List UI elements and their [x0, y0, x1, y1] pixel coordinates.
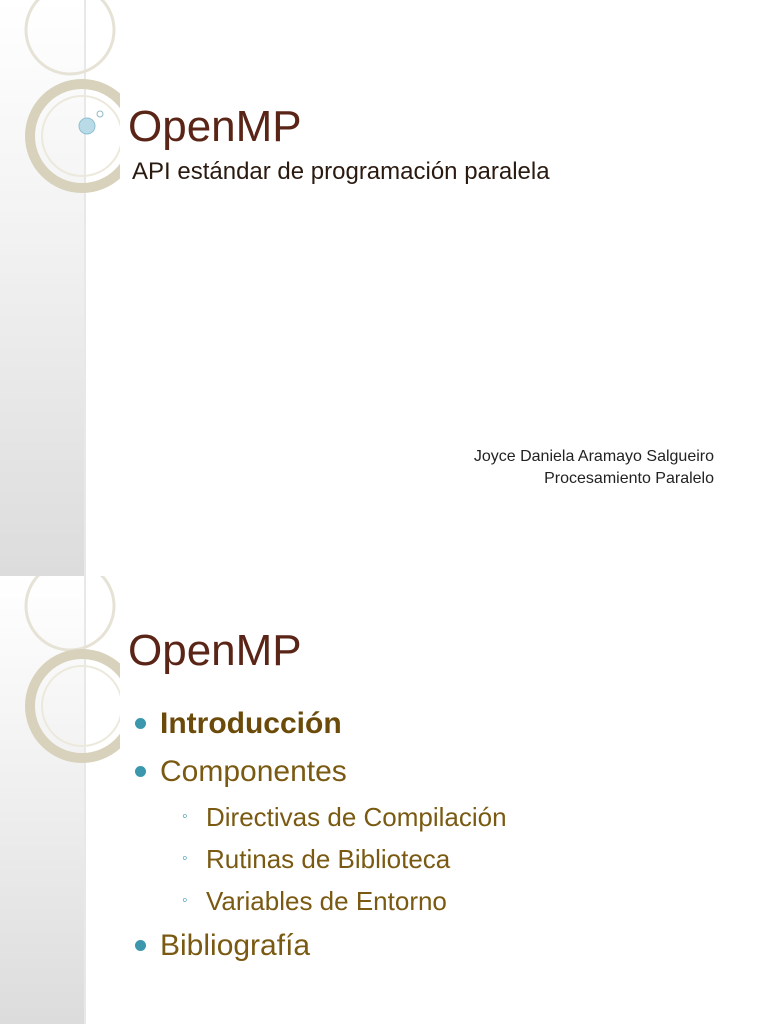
bullet-ring-icon: ◦: [182, 892, 188, 909]
subitem-directivas: ◦ Directivas de Compilación: [182, 796, 507, 838]
decorative-rings-icon: [0, 0, 120, 200]
slide-title: OpenMP: [128, 626, 302, 675]
bullet-ring-icon: ◦: [182, 808, 188, 825]
author-block: [474, 446, 714, 490]
author-name: Joyce Daniela Aramayo Salgueiro: [473, 448, 714, 465]
subitem-rutinas: ◦ Rutinas de Biblioteca: [182, 838, 507, 880]
agenda-item-bibliografia: Bibliografía: [132, 922, 507, 970]
course-name: Procesamiento Paralelo: [544, 470, 714, 487]
subitem-variables: ◦ Variables de Entorno: [182, 880, 507, 922]
bullet-ring-icon: ◦: [182, 850, 188, 867]
agenda-item-introduccion: Introducción: [132, 700, 507, 748]
agenda-list: [132, 700, 507, 970]
bullet-dot-icon: [135, 766, 146, 777]
agenda-subitems: [132, 796, 507, 922]
slide-subtitle: API estándar de programación paralela: [132, 158, 550, 185]
bullet-dot-icon: [135, 718, 146, 729]
decorative-rings-icon: [0, 576, 120, 776]
components-sublist: [132, 796, 507, 922]
agenda-item-componentes: Componentes: [132, 748, 507, 796]
slide-title: OpenMP: [128, 102, 302, 151]
bullet-dot-icon: [135, 940, 146, 951]
